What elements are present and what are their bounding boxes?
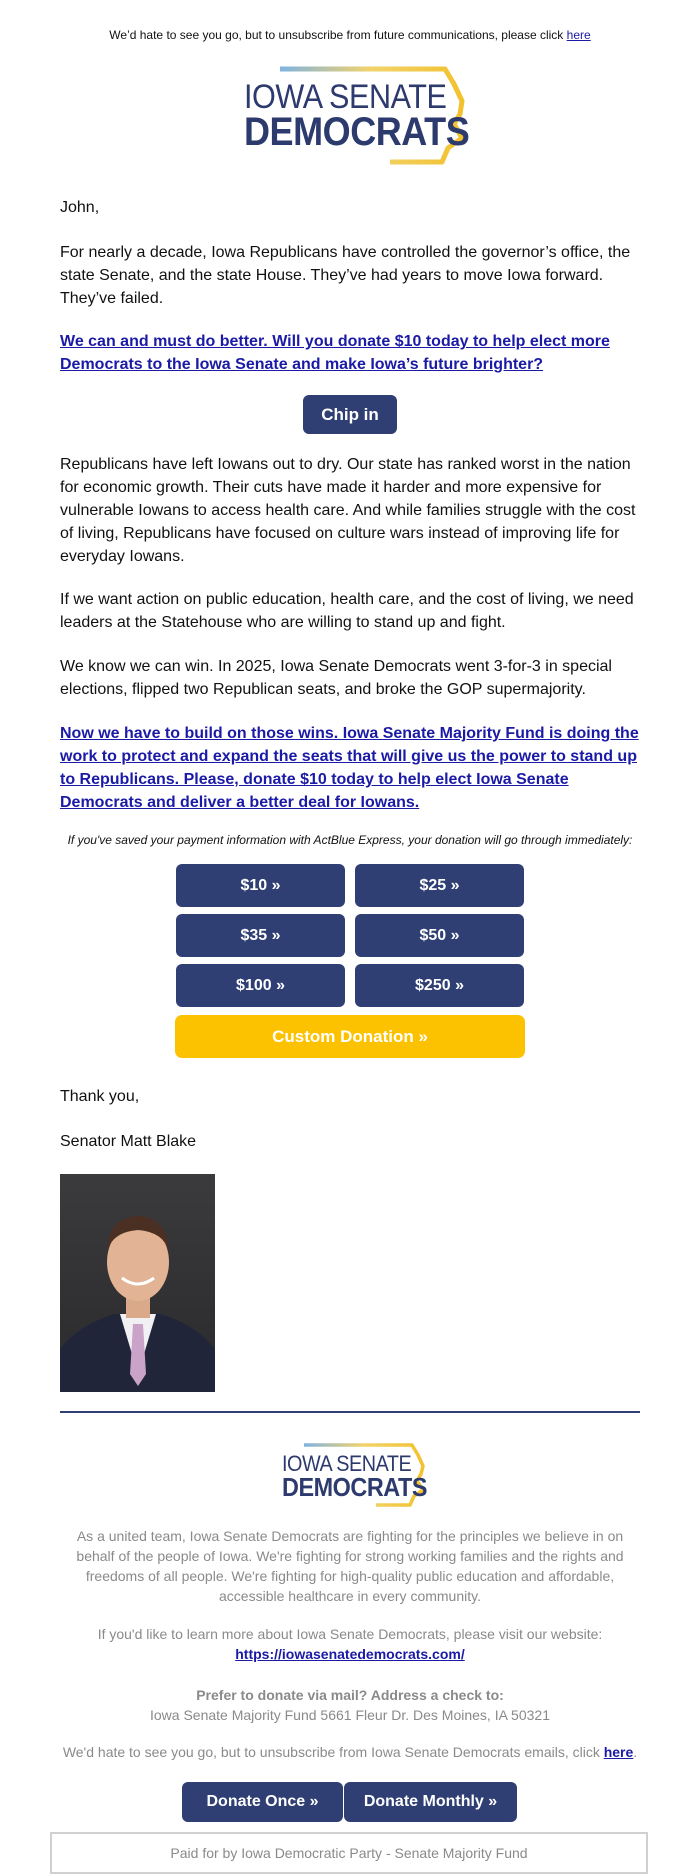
donate-100-button[interactable]: $100 »: [176, 964, 345, 1007]
footer-mission: As a united team, Iowa Senate Democrats are fighting for the principles we believe in on behalf of the people of Iowa. We're fighting for strong working families and the rights and freedoms of all people. We're fighting for high-quality public education and affordable, accessible healthcare in every community.: [76, 1528, 624, 1604]
footer-unsubscribe-line: We'd hate to see you go, but to unsubscribe from Iowa Senate Democrats emails, click here.: [62, 1744, 638, 1760]
thanks-text: Thank you,: [60, 1088, 140, 1105]
chip-in-button[interactable]: Chip in: [303, 395, 397, 434]
footer-logo-line2: DEMOCRATS: [282, 1472, 428, 1502]
actblue-note: If you've saved your payment information with ActBlue Express, your donation will go through immediately:: [67, 833, 633, 847]
footer-mail-heading: Prefer to donate via mail? Address a check to:: [196, 1687, 504, 1703]
logo-line2: DEMOCRATS: [244, 110, 470, 154]
header-unsubscribe-link[interactable]: here: [566, 28, 591, 42]
donate-link-2[interactable]: Now we have to build on those wins. Iowa Senate Majority Fund is doing the work to protect and expand the seats that will give us the power to stand up to Republicans. Please, donate $10 today to help elect Iowa Senate Democrats and deliver a better deal for Iowans.: [60, 725, 639, 811]
paragraph-1: For nearly a decade, Iowa Republicans have controlled the governor’s office, the state Senate, and the state House. They’ve had years to move Iowa forward. They’ve failed.: [60, 244, 631, 307]
senator-portrait-illustration: [60, 1174, 215, 1392]
paid-for-disclaimer: Paid for by Iowa Democratic Party - Senate Majority Fund: [50, 1832, 648, 1874]
donate-50-button[interactable]: $50 »: [355, 914, 524, 957]
logo-line1: IOWA SENATE: [244, 78, 447, 116]
header-unsubscribe-text: We’d hate to see you go, but to unsubscribe from future communications, please click: [109, 28, 567, 42]
donate-250-button[interactable]: $250 »: [355, 964, 524, 1007]
signature: Senator Matt Blake: [60, 1133, 197, 1150]
greeting: John,: [60, 199, 100, 216]
divider: [60, 1411, 640, 1413]
footer-website-link[interactable]: https://iowasenatedemocrats.com/: [235, 1646, 465, 1662]
paragraph-2: Republicans have left Iowans out to dry. Our state has ranked worst in the nation for economic growth. Their cuts have made it harder and more expensive for vulnerable Iowans to access health care. And while families struggle with the cost of living, Republicans have focused on culture wars instead of improving life for everyday Iowans.: [60, 456, 636, 565]
donate-35-button[interactable]: $35 »: [176, 914, 345, 957]
footer-mail-info: [60, 1685, 640, 1725]
custom-donation-button[interactable]: Custom Donation »: [175, 1015, 525, 1058]
donate-25-button[interactable]: $25 »: [355, 864, 524, 907]
donate-monthly-button[interactable]: Donate Monthly »: [344, 1782, 517, 1822]
paragraph-4: We know we can win. In 2025, Iowa Senate Democrats went 3-for-3 in special elections, flipped two Republican seats, and broke the GOP supermajority.: [60, 658, 612, 698]
senator-portrait: [60, 1174, 215, 1392]
donate-10-button[interactable]: $10 »: [176, 864, 345, 907]
donate-link-1[interactable]: We can and must do better. Will you donate $10 today to help elect more Democrats to the Iowa Senate and make Iowa’s future brighter?: [60, 333, 610, 373]
donate-once-button[interactable]: Donate Once »: [182, 1782, 343, 1822]
footer-logo: [278, 1443, 428, 1508]
footer-learn-more: [60, 1624, 640, 1664]
header-logo: [240, 66, 470, 166]
footer-learn-more-text: If you'd like to learn more about Iowa Senate Democrats, please visit our website:: [97, 1626, 603, 1642]
footer-unsubscribe-link[interactable]: here: [603, 1744, 634, 1760]
header-unsubscribe-line: [0, 28, 700, 42]
footer-mail-address: Iowa Senate Majority Fund 5661 Fleur Dr. Des Moines, IA 50321: [150, 1707, 550, 1723]
footer-unsubscribe-text: We'd hate to see you go, but to unsubscribe from Iowa Senate Democrats emails, click: [62, 1744, 604, 1760]
footer-logo-line1: IOWA SENATE: [282, 1451, 412, 1476]
paragraph-3: If we want action on public education, health care, and the cost of living, we need leaders at the Statehouse who are willing to stand up and fight.: [60, 591, 634, 631]
